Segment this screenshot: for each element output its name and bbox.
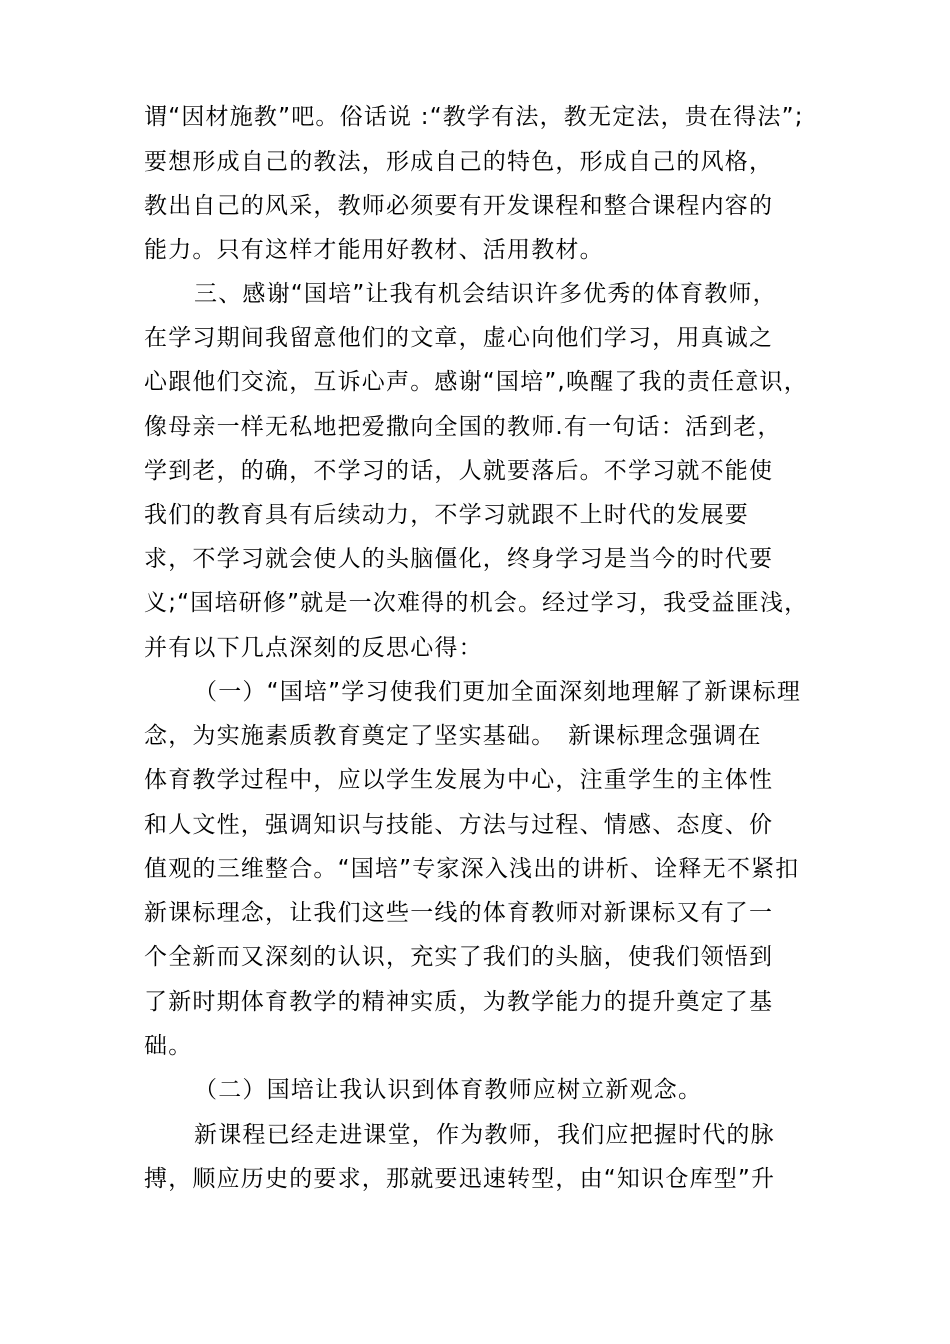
text-line-21: 了新时期体育教学的精神实质，为教学能力的提升奠定了基 [144,989,774,1015]
text-line-10: 我们的教育具有后续动力，不学习就跟不上时代的发展要 [144,502,749,528]
text-line-7: 心跟他们交流，互诉心声。感谢“国培”,唤醒了我的责任意识， [144,369,808,395]
text-line-9: 学到老，的确，不学习的话，人就要落后。不学习就不能使 [144,458,774,484]
text-line-13: 并有以下几点深刻的反思心得： [144,635,483,661]
text-line-15: 念，为实施素质教育奠定了坚实基础。 新课标理念强调在 [144,723,762,749]
text-line-20: 个全新而又深刻的认识，充实了我们的头脑，使我们领悟到 [144,944,774,970]
text-line-17: 和人文性，强调知识与技能、方法与过程、情感、态度、价 [144,812,774,838]
text-line-23: （二）国培让我认识到体育教师应树立新观念。 [194,1077,703,1103]
text-line-5: 三、感谢“国培”让我有机会结识许多优秀的体育教师， [194,281,777,307]
text-line-6: 在学习期间我留意他们的文章，虚心向他们学习，用真诚之 [144,325,774,351]
text-line-22: 础。 [144,1033,193,1059]
text-line-8: 像母亲一样无私地把爱撒向全国的教师.有一句话：活到老， [144,414,782,440]
text-line-16: 体育教学过程中，应以学生发展为中心，注重学生的主体性 [144,767,774,793]
text-line-11: 求，不学习就会使人的头脑僵化，终身学习是当今的时代要 [144,546,774,572]
text-line-1: 谓“因材施教”吧。俗话说 :“教学有法，教无定法，贵在得法”; [144,104,804,130]
text-line-24: 新课程已经走进课堂，作为教师，我们应把握时代的脉 [194,1122,775,1148]
text-line-4: 能力。只有这样才能用好教材、活用教材。 [144,237,604,263]
text-line-12: 义;“国培研修”就是一次难得的机会。经过学习，我受益匪浅， [144,590,809,616]
text-line-3: 教出自己的风采，教师必须要有开发课程和整合课程内容的 [144,193,774,219]
text-line-2: 要想形成自己的教法，形成自己的特色，形成自己的风格， [144,149,774,175]
text-line-25: 搏，顺应历史的要求，那就要迅速转型，由“知识仓库型”升 [144,1166,776,1192]
text-line-18: 值观的三维整合。“国培”专家深入浅出的讲析、诠释无不紧扣 [144,856,800,882]
text-line-14: （一）“国培”学习使我们更加全面深刻地理解了新课标理 [194,679,802,705]
text-line-19: 新课标理念，让我们这些一线的体育教师对新课标又有了一 [144,900,774,926]
